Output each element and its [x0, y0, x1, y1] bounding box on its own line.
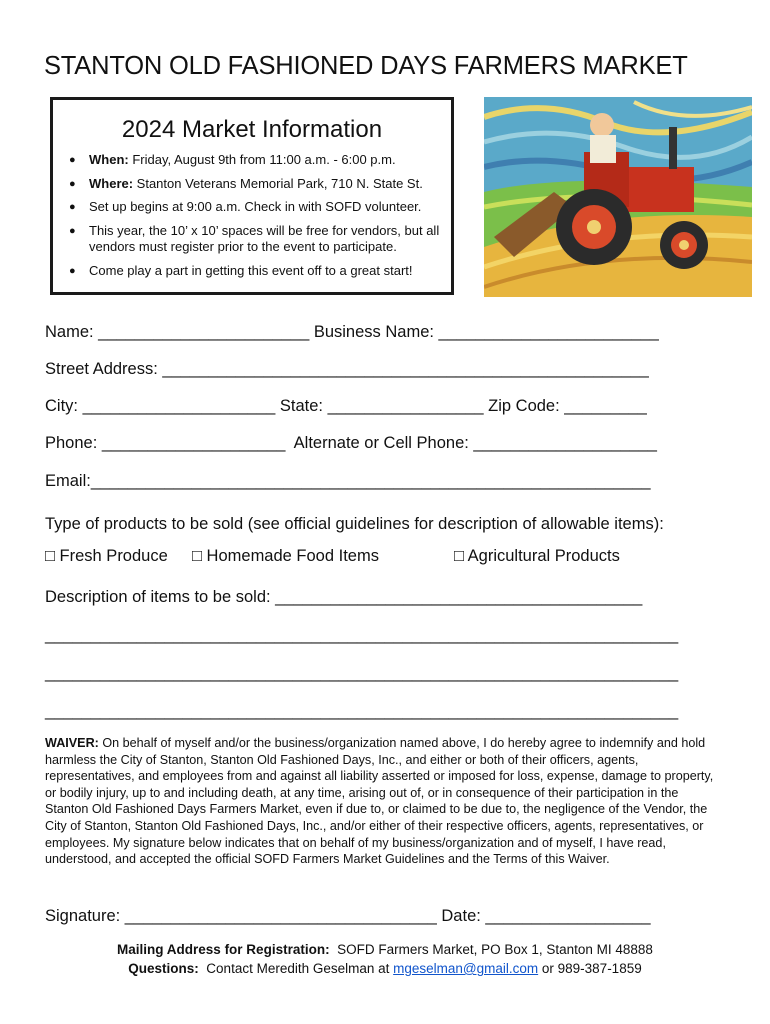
checkbox-agricultural-products[interactable]: □ Agricultural Products — [454, 547, 620, 565]
signature-date-field[interactable]: Signature: __________________________________ Date: __________________ — [45, 907, 651, 925]
mailing-address: Mailing Address for Registration: SOFD Farmers Market, PO Box 1, Stanton MI 48888 — [117, 942, 653, 957]
bullet-icon: ● — [69, 154, 76, 166]
info-item-where: ● Where: Stanton Veterans Memorial Park, 710 N. State St. — [69, 175, 423, 191]
checkbox-homemade-food[interactable]: □ Homemade Food Items — [192, 547, 379, 565]
contact-email-link[interactable]: mgeselman@gmail.com — [393, 961, 539, 976]
city-state-zip-field[interactable]: City: _____________________ State: _________________ Zip Code: _________ — [45, 397, 647, 415]
market-info-box — [50, 97, 454, 295]
bullet-icon: ● — [69, 177, 76, 190]
page-title: STANTON OLD FASHIONED DAYS FARMERS MARKET — [44, 52, 688, 80]
description-field[interactable]: Description of items to be sold: ________________________________________ — [45, 588, 643, 606]
info-item-spaces: ● This year, the 10’ x 10’ spaces will be free for vendors, but all vendors must register prior to the event to participate. — [69, 222, 440, 254]
tractor-illustration — [484, 97, 752, 297]
products-prompt: Type of products to be sold (see official guidelines for description of allowable items): — [45, 515, 664, 533]
description-line-2[interactable]: _____________________________________________________________________ — [45, 626, 679, 644]
checkbox-fresh-produce[interactable]: □ Fresh Produce — [45, 547, 168, 565]
description-line-4[interactable]: _____________________________________________________________________ — [45, 702, 679, 720]
bullet-icon: ● — [69, 264, 76, 277]
info-item-invite: ● Come play a part in getting this event off to a great start! — [69, 262, 413, 278]
name-business-field[interactable]: Name: _______________________ Business Name: ________________________ — [45, 323, 659, 341]
waiver-text: WAIVER: On behalf of myself and/or the business/organization named above, I do hereby agree to indemnify and hold harmless the City of Stanton, Stanton Old Fashioned Days, Inc., and either or both of their officers, agents, representatives, and employees from and against all liability asserted or imposed for loss, expense, damage to property, or bodily injury, up to and including death, at any time, arising out of, or in consequence of their participation in the Stanton Old Fashioned Days Farmers Market, even if due to, or claimed to be due to, the negligence of the Vendor, the City of Stanton, Stanton Old Fashioned Days, Inc., and/or either of their respective officers, agents, representatives, or employees. My signature below indicates that on behalf of my business/organization and of myself, I have read, understood, and accepted the official SOFD Farmers Market Guidelines and the Terms of this Waiver. — [45, 736, 714, 867]
market-info-list — [53, 152, 451, 279]
street-address-field[interactable]: Street Address: _____________________________________________________ — [45, 360, 649, 378]
market-info-heading: 2024 Market Information — [121, 116, 383, 143]
questions-contact: Questions: Contact Meredith Geselman at mgeselman@gmail.com or 989-387-1859 — [128, 961, 642, 976]
description-line-3[interactable]: _____________________________________________________________________ — [45, 664, 679, 682]
phone-field[interactable]: Phone: ____________________ Alternate or Cell Phone: ____________________ — [45, 434, 657, 452]
info-item-setup: ● Set up begins at 9:00 a.m. Check in with SOFD volunteer. — [69, 199, 422, 214]
bullet-icon: ● — [69, 224, 76, 237]
bullet-icon: ● — [69, 201, 76, 213]
email-field[interactable]: Email:_____________________________________________________________ — [45, 472, 651, 490]
info-item-when: ● When: Friday, August 9th from 11:00 a.m. - 6:00 p.m. — [69, 152, 396, 167]
